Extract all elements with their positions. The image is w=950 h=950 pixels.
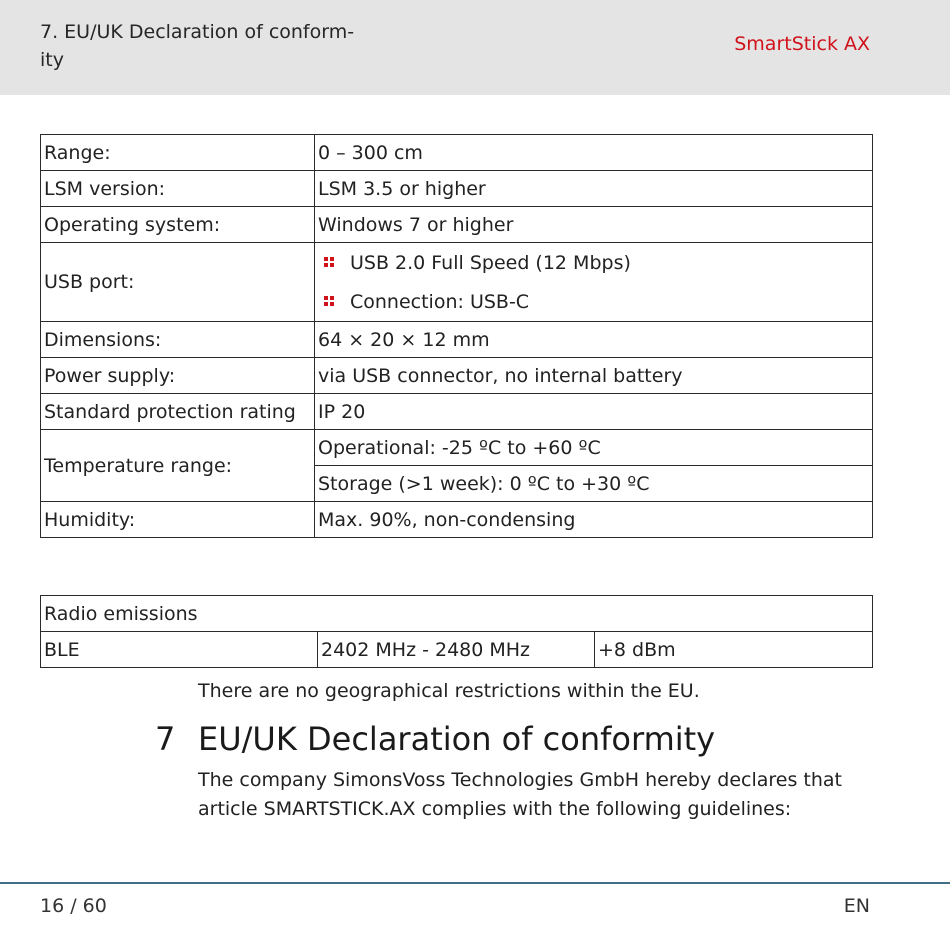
product-name: SmartStick AX — [734, 33, 870, 55]
spec-label: Range: — [41, 135, 315, 171]
bullet-text: Connection: USB-C — [350, 290, 530, 313]
spec-value — [315, 243, 873, 322]
page-number: 16 / 60 — [40, 895, 107, 917]
chapter-title: 7. EU/UK Declaration of conform- ity — [40, 21, 355, 71]
spec-label: LSM version: — [41, 171, 315, 207]
spec-label: Humidity: — [41, 502, 315, 538]
radio-power: +8 dBm — [595, 632, 873, 668]
table-header-cell: Radio emissions — [41, 596, 873, 632]
list-item — [318, 282, 868, 321]
radio-frequency: 2402 MHz - 2480 MHz — [318, 632, 595, 668]
table-row — [41, 171, 873, 207]
spec-value: 0 – 300 cm — [315, 135, 873, 171]
spec-label: USB port: — [41, 243, 315, 322]
table-row — [41, 430, 873, 466]
spec-label: Power supply: — [41, 358, 315, 394]
spec-label: Dimensions: — [41, 322, 315, 358]
table-row — [41, 358, 873, 394]
restriction-note: There are no geographical restrictions within the EU. — [198, 680, 700, 702]
four-square-bullet-icon — [324, 296, 335, 307]
table-row — [41, 243, 873, 322]
spec-label: Temperature range: — [41, 430, 315, 502]
section-body: The company SimonsVoss Technologies GmbH hereby declares that article SMARTSTICK.AX complies with the following guidelines: — [198, 769, 842, 820]
list-item — [318, 243, 868, 282]
spec-value: via USB connector, no internal battery — [315, 358, 873, 394]
table-row — [41, 502, 873, 538]
footer-divider — [0, 882, 950, 884]
language-code: EN — [843, 895, 870, 917]
spec-value: Storage (>1 week): 0 ºC to +30 ºC — [315, 466, 873, 502]
table-row — [41, 322, 873, 358]
table-row — [41, 632, 873, 668]
radio-technology: BLE — [41, 632, 318, 668]
spec-value: LSM 3.5 or higher — [315, 171, 873, 207]
table-row — [41, 135, 873, 171]
spec-value: Windows 7 or higher — [315, 207, 873, 243]
section-heading: EU/UK Declaration of conformity — [198, 720, 716, 758]
spec-value: Max. 90%, non-condensing — [315, 502, 873, 538]
table-row — [41, 596, 873, 632]
section-number: 7 — [155, 720, 176, 758]
four-square-bullet-icon — [324, 257, 335, 268]
specifications-table — [40, 134, 873, 538]
spec-label: Standard protection rating — [41, 394, 315, 430]
radio-emissions-table — [40, 595, 873, 668]
bullet-text: USB 2.0 Full Speed (12 Mbps) — [350, 251, 631, 274]
table-row — [41, 394, 873, 430]
spec-value: IP 20 — [315, 394, 873, 430]
table-row — [41, 207, 873, 243]
spec-label: Operating system: — [41, 207, 315, 243]
spec-value: 64 × 20 × 12 mm — [315, 322, 873, 358]
spec-value: Operational: -25 ºC to +60 ºC — [315, 430, 873, 466]
